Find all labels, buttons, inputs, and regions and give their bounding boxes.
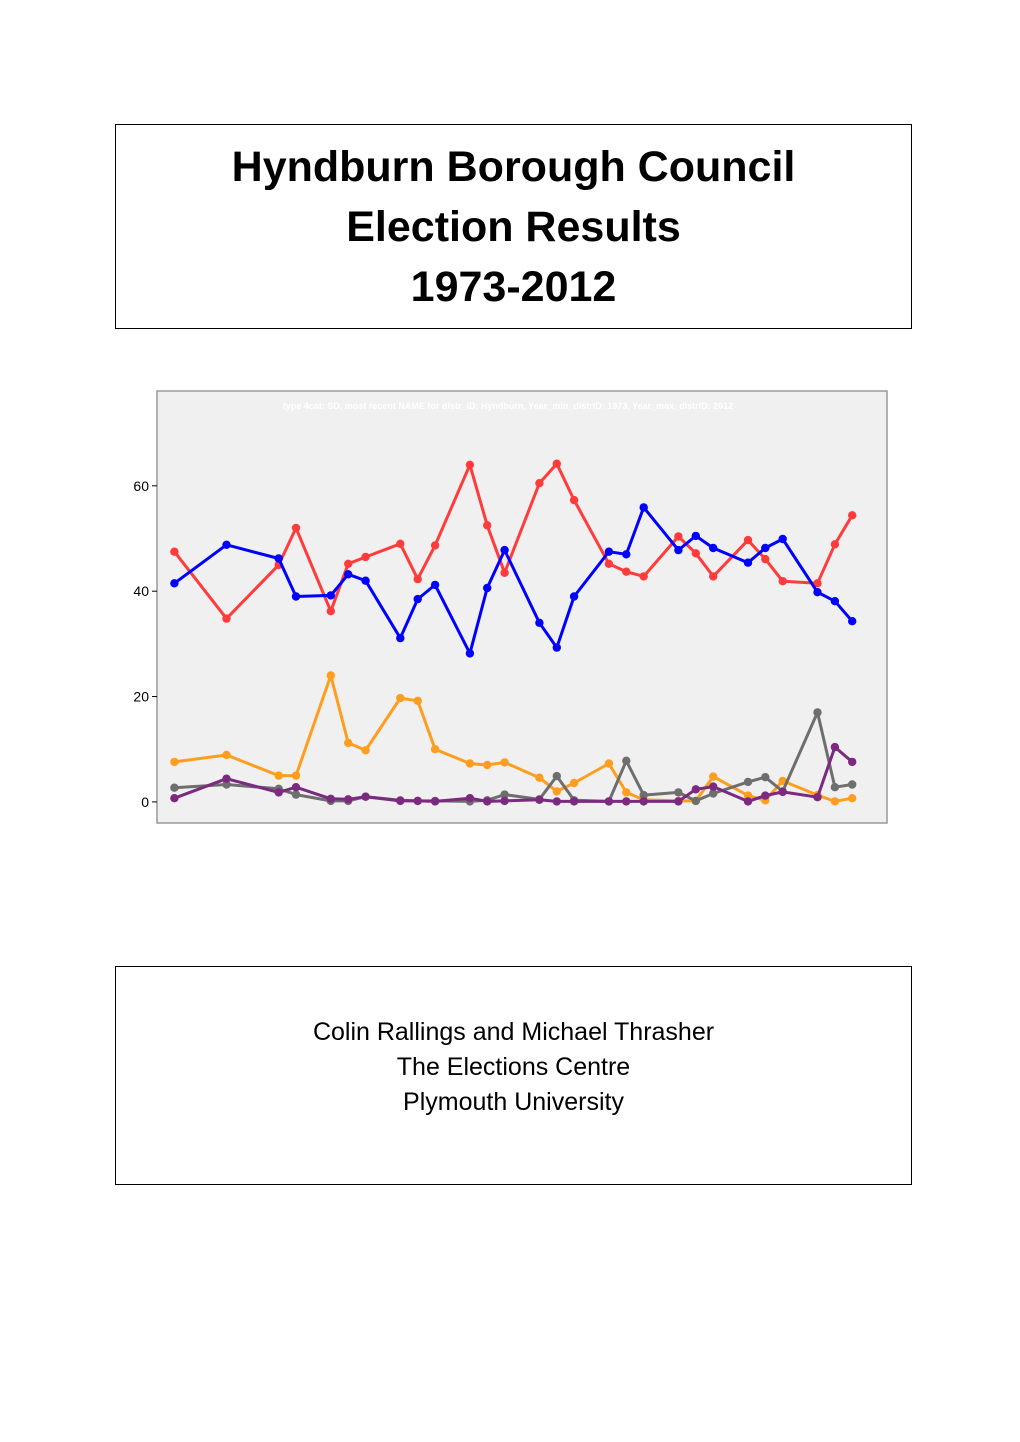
data-point xyxy=(674,532,682,540)
data-point xyxy=(170,784,178,792)
data-point xyxy=(344,570,352,578)
data-point xyxy=(361,746,369,754)
data-point xyxy=(483,584,491,592)
data-point xyxy=(674,546,682,554)
data-point xyxy=(605,560,613,568)
data-point xyxy=(396,797,404,805)
data-point xyxy=(500,797,508,805)
y-axis xyxy=(133,478,157,810)
data-point xyxy=(396,694,404,702)
data-point xyxy=(605,759,613,767)
y-tick-label: 0 xyxy=(141,793,149,810)
author-box xyxy=(115,966,912,1185)
data-point xyxy=(431,745,439,753)
data-point xyxy=(327,607,335,615)
chart-title: type 4cat: SD, most recent NAME for distr_ID: Hyndburn, Year_min_distrID: 1973, Year_max_distrID: 2012 xyxy=(282,401,734,411)
data-point xyxy=(605,797,613,805)
title-line: 1973-2012 xyxy=(410,262,617,311)
data-point xyxy=(466,461,474,469)
data-point xyxy=(466,649,474,657)
data-point xyxy=(483,797,491,805)
institution-centre: The Elections Centre xyxy=(396,1053,631,1081)
data-point xyxy=(396,540,404,548)
data-point xyxy=(848,511,856,519)
data-point xyxy=(570,797,578,805)
data-point xyxy=(744,797,752,805)
data-point xyxy=(327,671,335,679)
data-point xyxy=(553,460,561,468)
data-point xyxy=(222,751,230,759)
data-point xyxy=(831,743,839,751)
data-point xyxy=(344,795,352,803)
data-point xyxy=(779,788,787,796)
data-point xyxy=(535,619,543,627)
title-line: Election Results xyxy=(346,202,681,251)
data-point xyxy=(361,553,369,561)
data-point xyxy=(692,797,700,805)
data-point xyxy=(622,757,630,765)
data-point xyxy=(605,548,613,556)
data-point xyxy=(744,778,752,786)
data-point xyxy=(292,771,300,779)
data-point xyxy=(744,536,752,544)
data-point xyxy=(553,797,561,805)
data-point xyxy=(779,577,787,585)
data-point xyxy=(692,532,700,540)
data-point xyxy=(292,524,300,532)
data-point xyxy=(622,797,630,805)
data-point xyxy=(170,548,178,556)
data-point xyxy=(570,496,578,504)
data-point xyxy=(535,479,543,487)
data-point xyxy=(813,588,821,596)
data-point xyxy=(813,793,821,801)
data-point xyxy=(292,783,300,791)
data-point xyxy=(848,617,856,625)
data-point xyxy=(500,546,508,554)
data-point xyxy=(622,788,630,796)
author-name: Colin Rallings and Michael Thrasher xyxy=(312,1018,715,1046)
data-point xyxy=(222,541,230,549)
data-point xyxy=(709,782,717,790)
data-point xyxy=(848,794,856,802)
data-point xyxy=(744,559,752,567)
data-point xyxy=(414,797,422,805)
data-point xyxy=(640,503,648,511)
data-point xyxy=(361,577,369,585)
data-point xyxy=(761,791,769,799)
data-point xyxy=(761,555,769,563)
data-point xyxy=(327,591,335,599)
data-point xyxy=(692,785,700,793)
data-point xyxy=(640,572,648,580)
data-point xyxy=(622,568,630,576)
data-point xyxy=(831,540,839,548)
data-point xyxy=(275,771,283,779)
data-point xyxy=(779,535,787,543)
data-point xyxy=(500,758,508,766)
data-point xyxy=(466,759,474,767)
data-point xyxy=(170,758,178,766)
data-point xyxy=(170,794,178,802)
data-point xyxy=(414,697,422,705)
data-point xyxy=(483,521,491,529)
data-point xyxy=(431,581,439,589)
title-box xyxy=(115,124,912,329)
data-point xyxy=(414,575,422,583)
data-point xyxy=(466,794,474,802)
data-point xyxy=(709,544,717,552)
data-point xyxy=(170,579,178,587)
data-point xyxy=(709,572,717,580)
data-point xyxy=(813,708,821,716)
institution-university: Plymouth University xyxy=(403,1088,624,1116)
data-point xyxy=(831,797,839,805)
data-point xyxy=(848,758,856,766)
data-point xyxy=(553,643,561,651)
y-tick-label: 40 xyxy=(133,583,149,600)
data-point xyxy=(570,779,578,787)
data-point xyxy=(674,788,682,796)
data-point xyxy=(275,554,283,562)
data-point xyxy=(344,739,352,747)
data-point xyxy=(292,592,300,600)
y-tick-label: 20 xyxy=(133,688,149,705)
data-point xyxy=(831,783,839,791)
data-point xyxy=(292,790,300,798)
data-point xyxy=(709,772,717,780)
data-point xyxy=(570,592,578,600)
data-point xyxy=(275,788,283,796)
data-point xyxy=(761,773,769,781)
data-point xyxy=(553,772,561,780)
data-point xyxy=(640,797,648,805)
data-point xyxy=(535,796,543,804)
data-point xyxy=(674,797,682,805)
data-point xyxy=(848,780,856,788)
plot-area xyxy=(157,391,887,823)
data-point xyxy=(222,775,230,783)
data-point xyxy=(500,569,508,577)
data-point xyxy=(361,793,369,801)
data-point xyxy=(483,761,491,769)
data-point xyxy=(431,797,439,805)
y-tick-label: 60 xyxy=(133,477,149,494)
data-point xyxy=(222,614,230,622)
title-line: Hyndburn Borough Council xyxy=(231,142,796,191)
line-chart xyxy=(110,385,895,830)
data-point xyxy=(761,544,769,552)
data-point xyxy=(692,549,700,557)
data-point xyxy=(327,795,335,803)
data-point xyxy=(414,595,422,603)
chart-svg xyxy=(110,385,895,830)
data-point xyxy=(553,787,561,795)
data-point xyxy=(535,774,543,782)
data-point xyxy=(431,541,439,549)
data-point xyxy=(396,634,404,642)
data-point xyxy=(831,597,839,605)
data-point xyxy=(622,550,630,558)
data-point xyxy=(344,560,352,568)
